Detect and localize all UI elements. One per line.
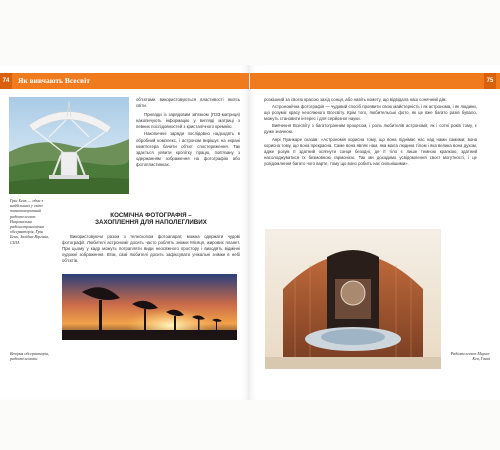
right-paragraph: Вивчення Всесвіту з багатогранним процесом, і роль любителів астрономії, як і сотні років тому, є дуже значною. bbox=[264, 123, 477, 135]
right-paragraph: Анрі Пуанкаре сказав: «Астрономія корисна тому, що вона піднімає нас над нами самими; вона корисна тому, що вона прекрасна. Саме вона являє нам, яка мала людина тілом і яка велика вона духом, адже розум її здатний осягнути сонця безодні, де її тіло є лише темною крапкою, здатний насолоджуватися їх безмовною гармонією. Так ми доходимо усвідомлення своєї могутності, і це усвідомлення багато чого варте, тому що воно робить нас сильнішими». bbox=[264, 136, 477, 166]
photo2-caption: Вечірня обсерваторія, радіотелескопи bbox=[10, 351, 49, 362]
right-paragraph: розкішний за своєю красою захід сонця, або навіть комету, що відвідала наш сонячний дім. bbox=[264, 97, 447, 102]
section-heading-line2: ЗАХОПЛЕННЯ ДЛЯ НАПОЛЕГЛИВИХ bbox=[95, 219, 207, 227]
chapter-title: Як вивчають Всесвіт bbox=[18, 76, 90, 85]
green-bank-telescope-photo bbox=[9, 97, 129, 194]
right-page-number: 75 bbox=[484, 73, 496, 89]
left-column-paragraph: Накопичені заряди послідовно надходять в обробний комплекс, і астроном вирішує на екрані комп'ютера бачити об'єкт спостереження. Так здається уявити кропітку працю, пов'язану з одержанням зображення на фотографію або фотопластинках. bbox=[136, 131, 240, 167]
photo3-caption: Радіотелескоп Мауна-Кеа, Гаваї bbox=[450, 351, 490, 362]
observatory-dome-photo bbox=[265, 229, 441, 369]
photo1-caption: Грін Бенк — один з найбільших у світі повноповоротний радіотелескоп. Національна радіоастрономічна обсерваторія, Грін Бенк, Західна Віргінія, США bbox=[10, 198, 49, 245]
left-column-paragraph: об'єктами використовуються властивості якоїсь світи. bbox=[136, 97, 240, 109]
left-page-number: 74 bbox=[0, 73, 12, 89]
left-column-paragraph: Прилади із зарядовим зв'язком (ПЗЗ-матриця) накопичують інформацію у вигляді матриці з певних послідовностей з кристалічного кремнію. bbox=[136, 112, 240, 130]
section-heading bbox=[66, 212, 236, 227]
section-heading-line1: КОСМІЧНА ФОТОГРАФІЯ – bbox=[110, 212, 192, 219]
right-page-text bbox=[264, 97, 477, 167]
sunset-radio-telescopes-photo bbox=[62, 274, 237, 340]
right-paragraph: Астрономічна фотографія — чудовий спосіб проявити свою майстерність і як астронома, і як людини, що розуміє красу неосяжного Всесвіту. Крім того, любительські фото, як це вже багато разів бувало, можуть становити інтерес і для серйозної науки. bbox=[264, 104, 477, 122]
right-header-bar bbox=[250, 73, 500, 89]
left-column-text bbox=[136, 97, 240, 168]
section-paragraph: Використовуючи разом з телескопом фотоапарат, можна одержати чудові фотографії. Любителі астрономії досить часто роблять знімки Місяця, жирових планет. При цьому у кадр можуть потрапляти види неосяжного простору і виходять відмінні художні зображення. Втім, самі любителі досить зафіксувати унікальні знімки в небі об'єктів. bbox=[62, 234, 240, 264]
